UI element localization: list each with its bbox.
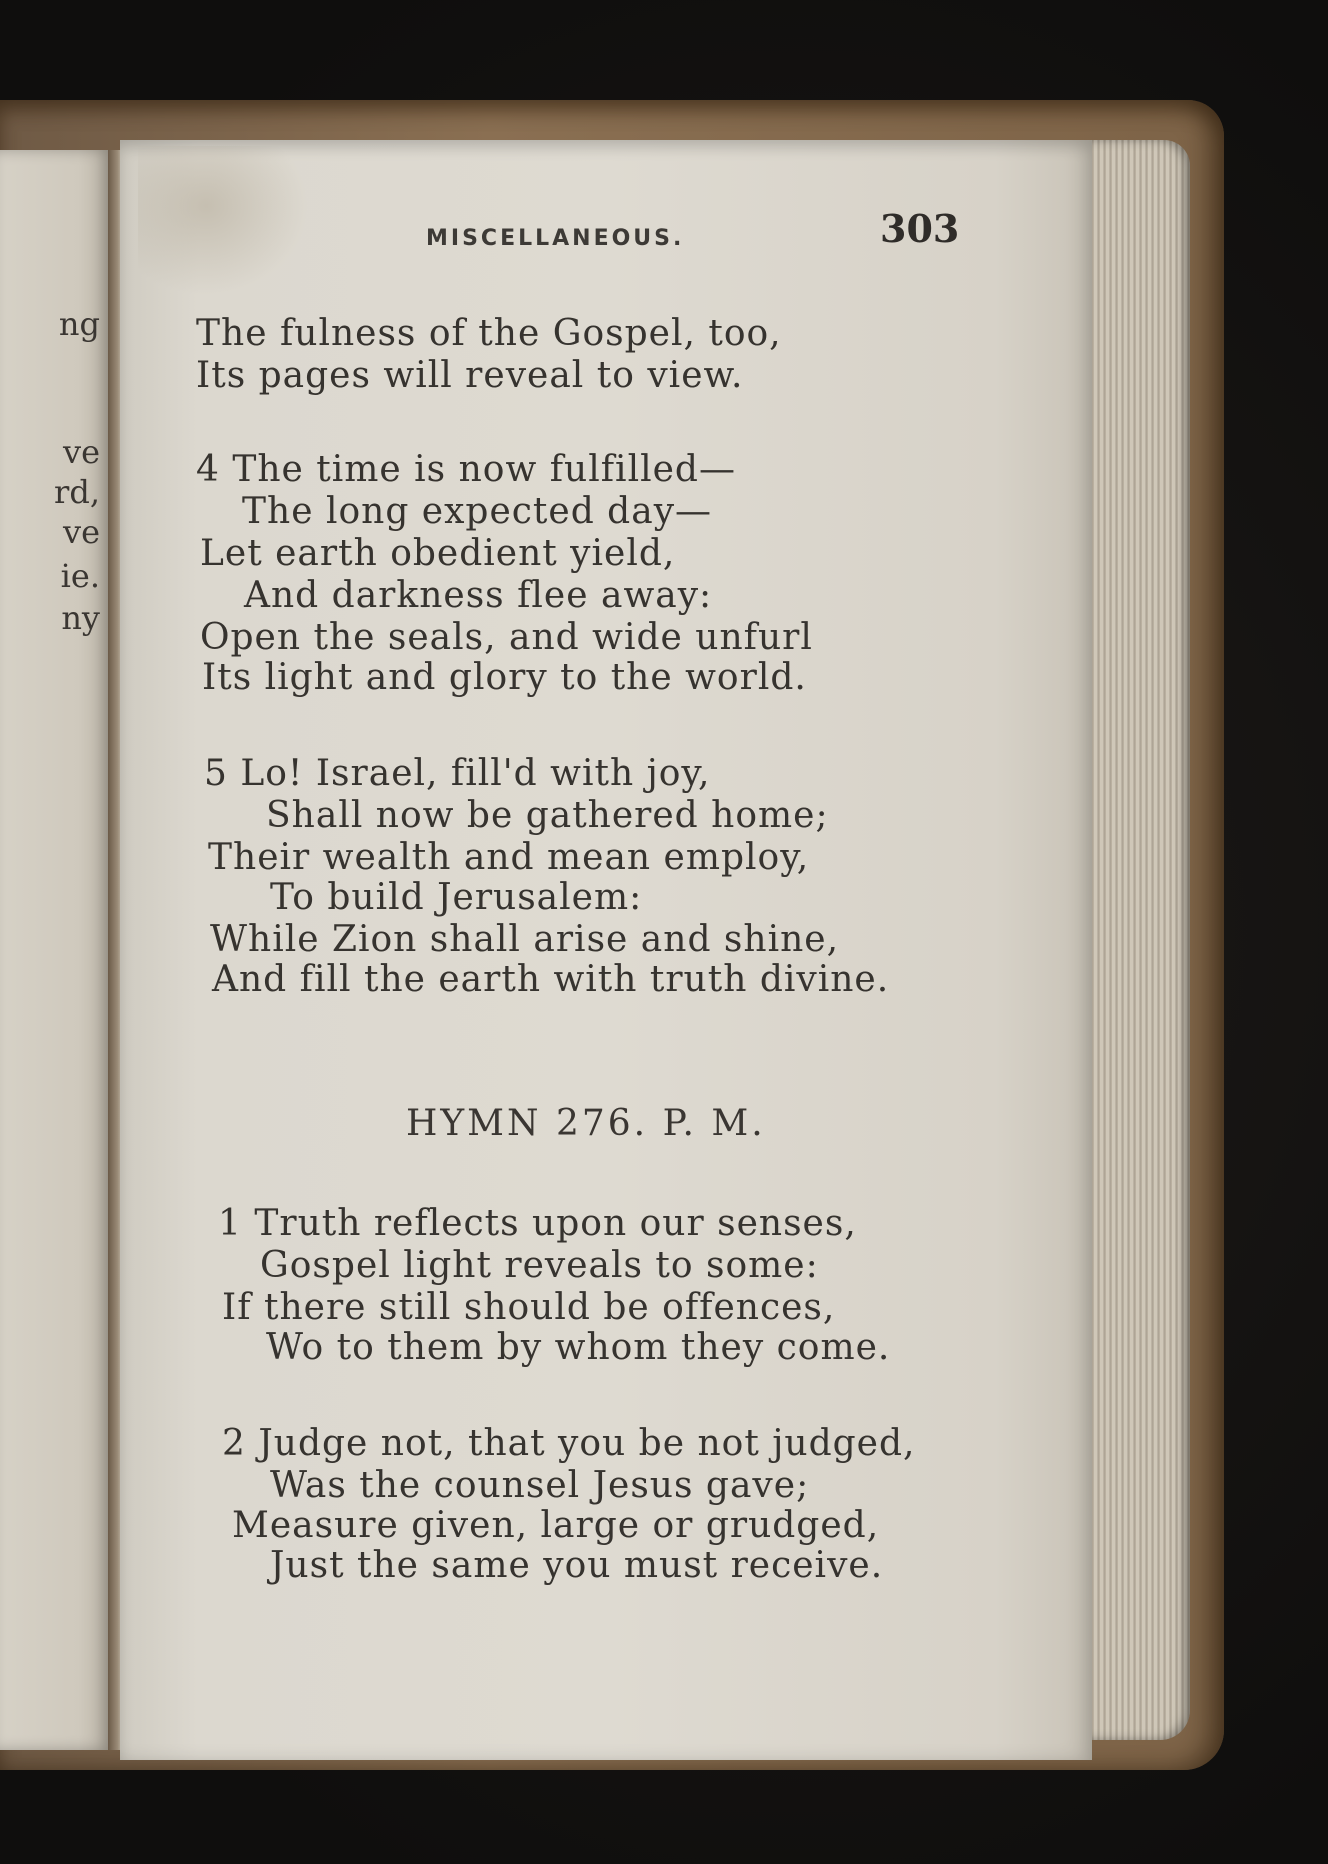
verse-line: Its light and glory to the world. xyxy=(202,657,807,698)
verse-line: While Zion shall arise and shine, xyxy=(210,919,840,960)
hymn-title: HYMN 276. P. M. xyxy=(406,1103,766,1144)
verse-line: Open the seals, and wide unfurl xyxy=(200,617,813,658)
verse-line: Just the same you must receive. xyxy=(270,1545,884,1586)
verse-line: Gospel light reveals to some: xyxy=(260,1245,819,1286)
water-stain xyxy=(138,146,308,296)
verse-line: 2 Judge not, that you be not judged, xyxy=(222,1423,916,1464)
verse-line: The fulness of the Gospel, too, xyxy=(196,313,782,354)
left-page-fragment: rd, xyxy=(54,473,100,511)
verse-line: If there still should be offences, xyxy=(222,1287,836,1328)
verse-line: 5 Lo! Israel, fill'd with joy, xyxy=(204,753,711,794)
page-number: 303 xyxy=(880,206,960,251)
running-title: MISCELLANEOUS. xyxy=(426,226,685,251)
left-page xyxy=(0,150,112,1750)
left-page-fragment: ve xyxy=(62,433,100,471)
left-page-fragment: ng xyxy=(58,305,100,343)
verse-line: Its pages will reveal to view. xyxy=(196,355,744,396)
verse-line: Shall now be gathered home; xyxy=(266,795,829,836)
verse-line: Measure given, large or grudged, xyxy=(232,1505,880,1546)
verse-line: And darkness flee away: xyxy=(244,575,713,616)
verse-line: Was the counsel Jesus gave; xyxy=(270,1465,810,1506)
left-page-fragment: ve xyxy=(62,513,100,551)
verse-line: Wo to them by whom they come. xyxy=(266,1327,891,1368)
verse-line: Let earth obedient yield, xyxy=(200,533,676,574)
left-page-fragment: ny xyxy=(61,599,100,637)
verse-line: And fill the earth with truth divine. xyxy=(212,959,890,1000)
verse-line: Their wealth and mean employ, xyxy=(208,837,810,878)
verse-line: 4 The time is now fulfilled— xyxy=(196,449,736,490)
verse-line: 1 Truth reflects upon our senses, xyxy=(218,1203,857,1244)
verse-line: The long expected day— xyxy=(242,491,713,532)
verse-line: To build Jerusalem: xyxy=(270,877,643,918)
left-page-fragment: ie. xyxy=(60,557,100,595)
